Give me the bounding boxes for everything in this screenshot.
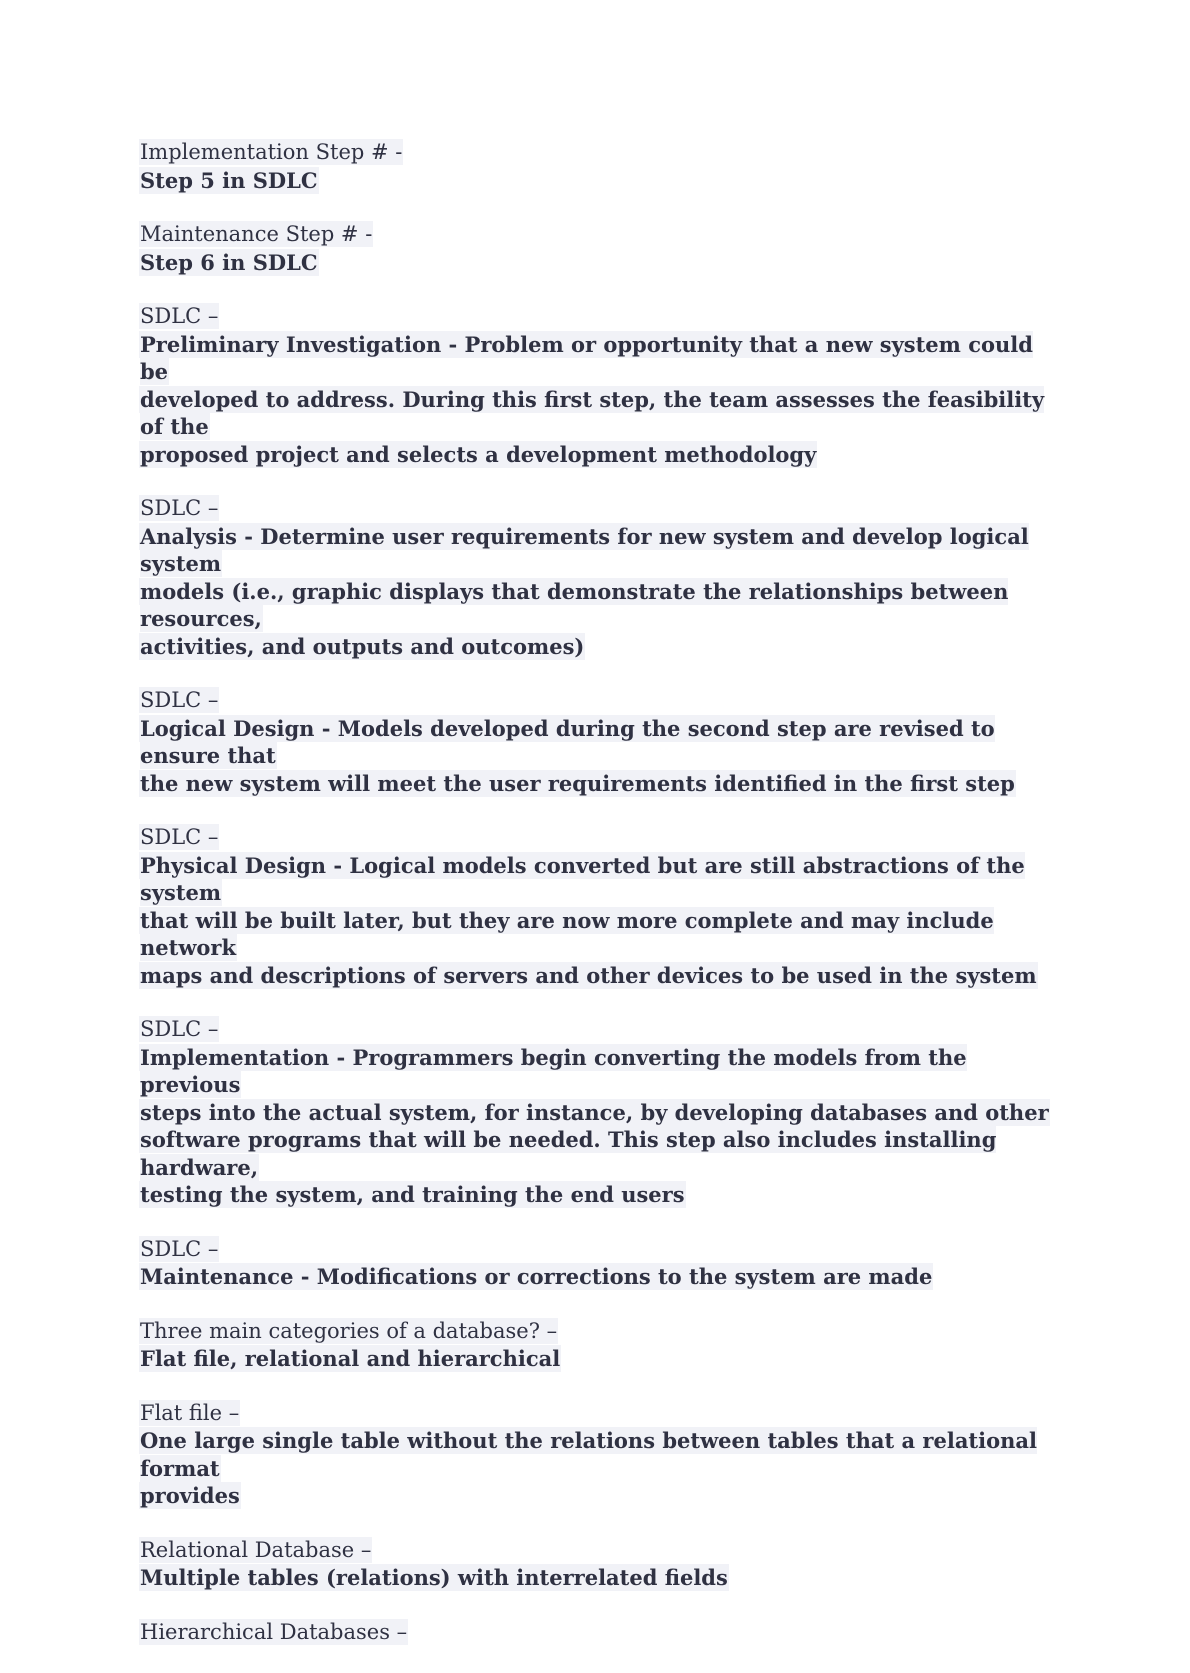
term-text: Three main categories of a database? –: [140, 1318, 558, 1343]
definition-line: provides: [140, 1483, 240, 1508]
definition-line: Multiple tables (relations) with interrelated fields: [140, 1565, 728, 1590]
flashcard-entry: [140, 824, 1060, 989]
flashcard-entry: [140, 1016, 1060, 1209]
document-page: [140, 139, 1060, 1673]
term-text: SDLC –: [140, 496, 219, 520]
term-text: Flat file –: [140, 1400, 240, 1425]
term-text: SDLC –: [140, 1017, 219, 1041]
definition-line: Analysis - Determine user requirements for new system and develop logical system: [140, 523, 1029, 576]
term-text: Maintenance Step # -: [140, 222, 373, 246]
flashcard-entry: [140, 1619, 1060, 1647]
definition-line: software programs that will be needed. This step also includes installing hardware,: [140, 1127, 997, 1180]
term-text: SDLC –: [140, 825, 219, 849]
definition-line: proposed project and selects a development methodology: [140, 441, 817, 467]
flashcard-entry: [140, 221, 1060, 276]
term-text: SDLC –: [140, 1236, 219, 1261]
definition-line: activities, and outputs and outcomes): [140, 633, 585, 659]
term-text: Implementation Step # -: [140, 140, 403, 164]
term-text: Hierarchical Databases –: [140, 1619, 408, 1644]
flashcard-entry: [140, 1400, 1060, 1510]
flashcard-entry: [140, 139, 1060, 194]
flashcard-entry: [140, 1318, 1060, 1373]
definition-line: maps and descriptions of servers and other devices to be used in the system: [140, 962, 1037, 988]
definition-line: that will be built later, but they are now more complete and may include network: [140, 907, 994, 960]
flashcard-entry: [140, 687, 1060, 797]
definition-line: Step 5 in SDLC: [140, 167, 318, 193]
definition-line: Flat file, relational and hierarchical: [140, 1346, 561, 1371]
term-text: SDLC –: [140, 688, 219, 712]
flashcard-entry: [140, 495, 1060, 660]
definition-line: Preliminary Investigation - Problem or opportunity that a new system could be: [140, 331, 1033, 384]
term-text: SDLC –: [140, 304, 219, 328]
definition-line: steps into the actual system, for instance, by developing databases and other: [140, 1099, 1049, 1125]
definition-line: models (i.e., graphic displays that demonstrate the relationships between resources,: [140, 578, 1009, 631]
definition-line: testing the system, and training the end users: [140, 1182, 685, 1207]
definition-line: Implementation - Programmers begin converting the models from the previous: [140, 1044, 967, 1097]
definition-line: Logical Design - Models developed during the second step are revised to ensure that: [140, 715, 995, 768]
definition-line: Maintenance - Modifications or corrections to the system are made: [140, 1264, 933, 1289]
term-text: Relational Database –: [140, 1537, 372, 1562]
definition-line: the new system will meet the user requirements identified in the first step: [140, 770, 1015, 796]
flashcard-entry: [140, 1236, 1060, 1291]
definition-line: Step 6 in SDLC: [140, 249, 318, 275]
flashcard-entry: [140, 1537, 1060, 1592]
definition-line: developed to address. During this first step, the team assesses the feasibility of the: [140, 386, 1045, 439]
definition-line: Physical Design - Logical models converted but are still abstractions of the system: [140, 852, 1025, 905]
definition-line: One large single table without the relations between tables that a relational format: [140, 1428, 1037, 1481]
flashcard-entry: [140, 303, 1060, 468]
